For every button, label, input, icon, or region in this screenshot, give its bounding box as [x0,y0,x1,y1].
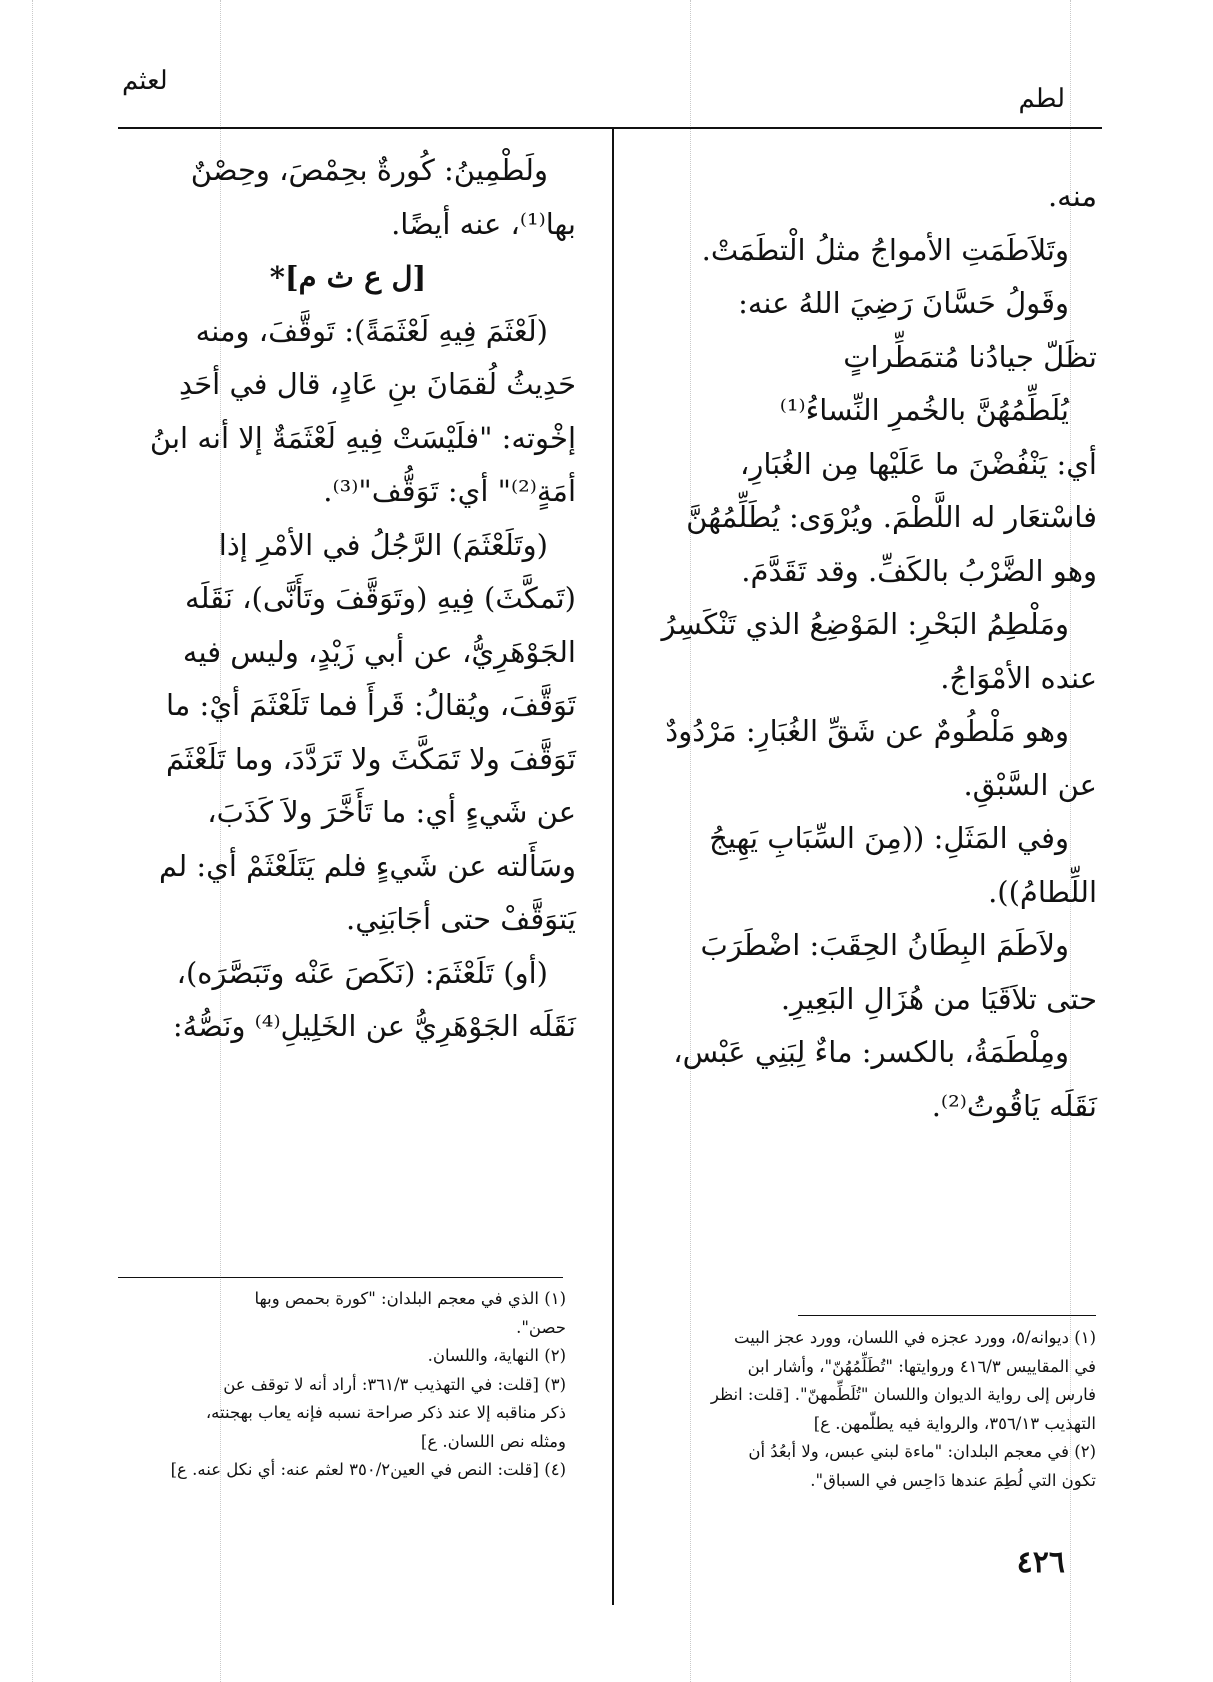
text-line: نَقَلَه يَاقُوتُ⁽²⁾. [931,1088,1097,1123]
text-line: (أو) تَلَعْثَمَ: (نَكَصَ عَنْه وتَبَصَّرَه)، [176,955,548,990]
footnote-rule [798,1315,1096,1316]
text-line: ولاَطَمَ البِطَانُ الحِقَبَ: اضْطَرَبَ [700,928,1069,962]
entry-heading: [ل ع ث م]* [269,260,427,294]
text-line: وهو الضَّرْبُ بالكَفِّ. وقد تَقَدَّمَ. [741,553,1097,588]
footnote-line: حصن". [516,1317,566,1337]
left-footnotes [118,1285,566,1485]
text-line: (تَمكَّثَ) فِيهِ (وتَوَقَّفَ وتَأَنَّى)، نَقَلَه [185,581,576,615]
footnote-line: (٤) [قلت: النص في العين٣٥٠/٢ لعثم عنه: أي نكل عنه. ع] [170,1460,566,1479]
footnote-line: في المقاييس ٤١٦/٣ وروايتها: "تُطَلِّمُهُنّ"، وأشار ابن [747,1356,1096,1376]
right-column [642,170,1097,1133]
scan-guide-line [32,0,33,1682]
text-line: فاسْتعَار له اللَّطْمَ. ويُرْوَى: يُطَلِّمُهُنَّ [686,500,1097,534]
footnote-line: تكون التي لُطِمَ عندها دَاحِس في السباق". [810,1470,1096,1490]
verse-line: تظَلّ جيادُنا مُتمَطِّراتٍ [843,339,1097,374]
footnote-line: فارس إلى رواية الديوان واللسان "تُلَطِّمهنّ". [قلت: انظر [710,1385,1096,1404]
header-right-word: لطم [1018,84,1065,114]
text-line: عنده الأمْوَاجُ. [940,660,1097,695]
text-line: أمَةٍ⁽²⁾" أي: تَوَقُّف"⁽³⁾. [323,474,576,508]
text-line: ومِلْطَمَةُ، بالكسر: ماءٌ لِبَنِي عَبْس، [673,1035,1069,1069]
text-line: وفي المَثَلِ: ((مِنَ السِّبَابِ يَهِيجُ [709,821,1069,855]
text-line: حتى تلاَقَيَا من هُزَالِ البَعِيرِ. [780,981,1097,1016]
text-line: تَوَقَّفَ ولا تَمَكَّثَ ولا تَرَدَّدَ، وما تَلَعْثَمَ [165,741,576,776]
verse-line: يُلَطِّمُهُنَّ بالخُمرِ النِّساءُ⁽¹⁾ [779,393,1069,427]
text-line: ومَلْطِمُ البَحْرِ: المَوْضِعُ الذي تَنْكَسِرُ [661,607,1069,641]
text-line: وسَأَلته عن شَيءٍ فلم يَتَلَعْثَمْ أي: لم [159,848,576,883]
text-line: يَتوَقَّفْ حتى أجَابَنِي. [345,902,576,936]
footnote-rule [118,1277,563,1278]
text-line: أي: يَنْفُضْنَ ما عَلَيْها مِن الغُبَارِ، [739,446,1097,481]
right-footnotes [646,1324,1096,1495]
footnote-line: (١) ديوانه/٥، وورد عجزه في اللسان، وورد عجز البيت [734,1328,1096,1347]
footnote-line: (٣) [قلت: في التهذيب ٣٦١/٣: أراد أنه لا توقف عن [223,1374,566,1394]
page-number: ٤٢٦ [1016,1545,1065,1580]
left-column [120,144,576,1054]
text-line: حَدِيثُ لُقمَانَ بنِ عَادٍ، قال في أحَدِ [179,367,576,401]
text-line: إخْوته: "فلَيْسَتْ فِيهِ لَعْثَمَةٌ إلا أنه ابنُ [149,420,576,455]
text-line: (وتَلَعْثَمَ) الرَّجُلُ في الأمْرِ إذا [218,527,548,562]
text-line: عن شَيءٍ أي: ما تَأَخَّرَ ولاَ كَذَبَ، [207,795,576,829]
text-line: وتَلاَطَمَتِ الأمواجُ مثلُ الْتطَمَتْ. [701,232,1069,267]
header-left-word: لعثم [122,66,168,96]
footnote-line: (٢) في معجم البلدان: "ماءة لبني عبس، ولا أبعُدُ أن [748,1442,1096,1461]
text-line: عن السَّبْقِ. [963,767,1097,802]
text-line: تَوَقَّفَ، ويُقالُ: قَرأَ فما تَلَعْثَمَ أيْ: ما [165,688,576,722]
text-line: نَقَلَه الجَوْهَرِيُّ عن الخَلِيلِ⁽⁴⁾ ونَصُّهُ: [172,1009,576,1043]
footnote-line: ذكر مناقبه إلا عند ذكر صراحة نسبه فإنه يعاب بهجنته، [205,1403,566,1422]
text-line: اللِّطامُ)). [988,874,1097,909]
footnote-line: التهذيب ٣٥٦/١٣، والرواية فيه يطلّمهن. ع] [813,1413,1096,1433]
footnote-line: ومثله نص اللسان. ع] [420,1431,566,1451]
text-line: الجَوْهَرِيُّ، عن أبي زَيْدٍ، وليس فيه [182,634,576,669]
text-line: (لَعْثَمَ فِيهِ لَعْثَمَةً): تَوقَّفَ، ومنه [195,313,548,348]
text-line: وهو مَلْطُومٌ عن شَقِّ الغُبَارِ: مَرْدُودٌ [665,714,1069,748]
text-line: ولَطْمِينُ: كُورةٌ بحِمْصَ، وحِصْنٌ [190,153,548,187]
column-divider [612,127,614,1605]
text-line: وقَولُ حَسَّانَ رَضِيَ اللهُ عنه: [738,286,1069,320]
footnote-line: (١) الذي في معجم البلدان: "كورة بحمص وبها [254,1289,566,1308]
text-line: بها⁽¹⁾، عنه أيضًا. [391,206,576,241]
footnote-line: (٢) النهاية، واللسان. [427,1346,566,1365]
text-line: منه. [1047,179,1097,213]
header-rule [118,127,1102,129]
